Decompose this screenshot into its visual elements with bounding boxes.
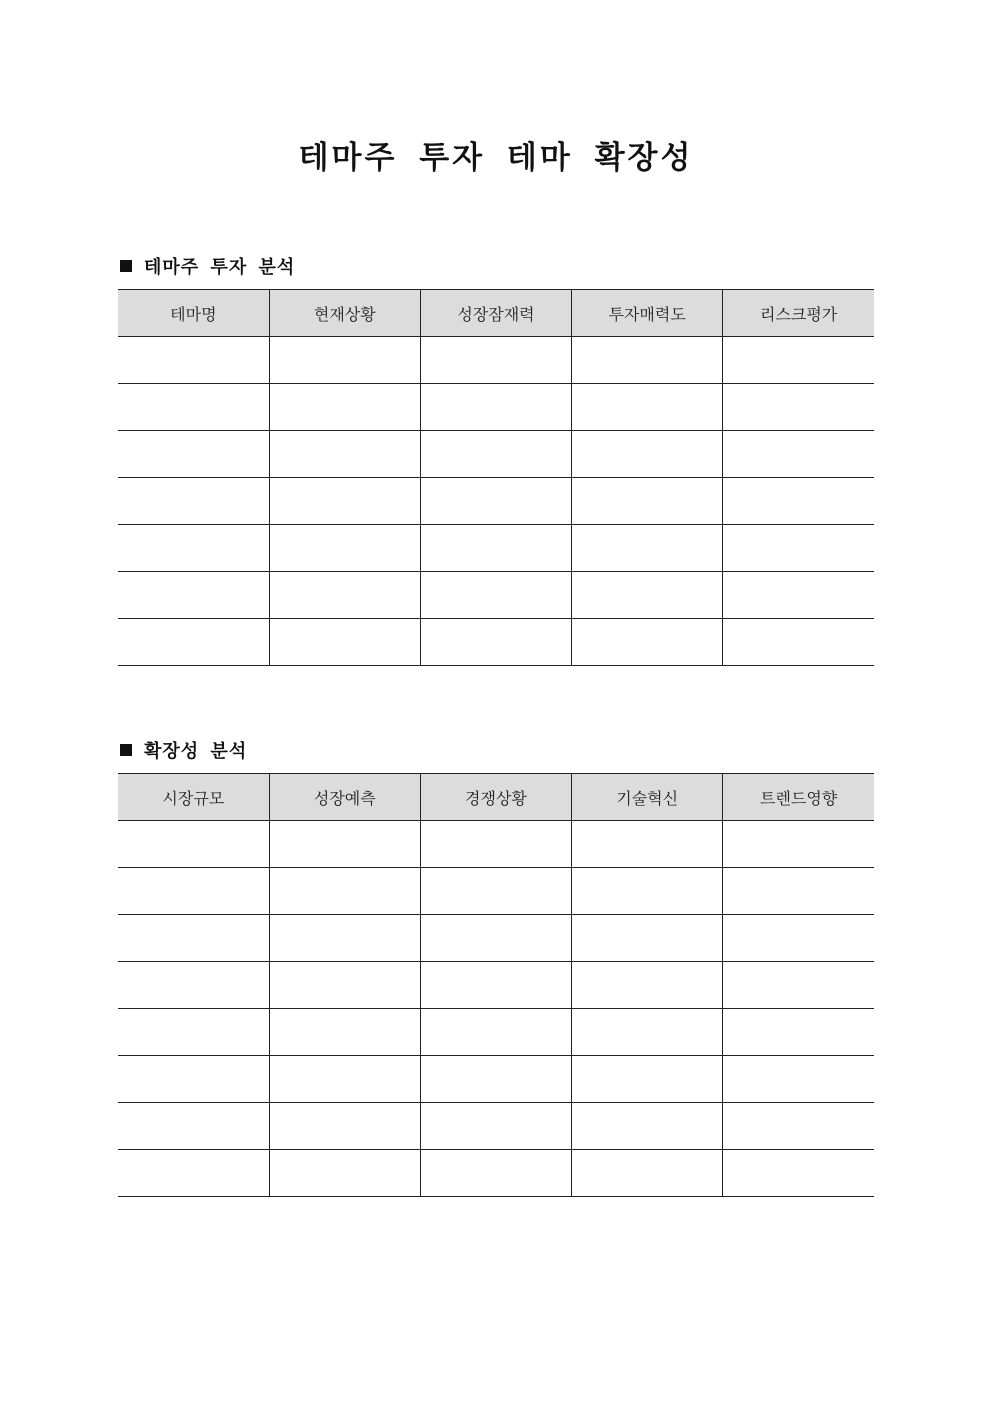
empty-cell[interactable] (572, 821, 723, 868)
empty-cell[interactable] (723, 572, 874, 619)
square-bullet-icon (120, 744, 132, 756)
column-header: 트렌드영향 (723, 774, 874, 821)
empty-cell[interactable] (723, 431, 874, 478)
empty-cell[interactable] (269, 915, 420, 962)
table-row (118, 821, 874, 868)
empty-cell[interactable] (572, 915, 723, 962)
empty-cell[interactable] (723, 962, 874, 1009)
empty-cell[interactable] (420, 619, 571, 666)
empty-cell[interactable] (420, 1150, 571, 1197)
empty-cell[interactable] (420, 915, 571, 962)
empty-cell[interactable] (420, 384, 571, 431)
empty-cell[interactable] (723, 915, 874, 962)
empty-cell[interactable] (118, 962, 269, 1009)
empty-cell[interactable] (572, 1009, 723, 1056)
table-row (118, 337, 874, 384)
table-header-row (118, 290, 874, 337)
empty-cell[interactable] (420, 868, 571, 915)
empty-cell[interactable] (723, 1056, 874, 1103)
table-row (118, 1009, 874, 1056)
empty-cell[interactable] (269, 962, 420, 1009)
section-heading-scalability-analysis (120, 737, 247, 763)
table-row (118, 962, 874, 1009)
empty-cell[interactable] (118, 431, 269, 478)
empty-cell[interactable] (723, 525, 874, 572)
column-header: 현재상황 (269, 290, 420, 337)
theme-analysis-body (118, 337, 874, 666)
empty-cell[interactable] (572, 868, 723, 915)
empty-cell[interactable] (269, 1009, 420, 1056)
empty-cell[interactable] (269, 1150, 420, 1197)
table-row (118, 915, 874, 962)
empty-cell[interactable] (118, 1103, 269, 1150)
empty-cell[interactable] (269, 337, 420, 384)
empty-cell[interactable] (572, 431, 723, 478)
section-heading-label: 확장성 분석 (144, 741, 248, 762)
table-row (118, 478, 874, 525)
square-bullet-icon (120, 260, 132, 272)
empty-cell[interactable] (118, 572, 269, 619)
empty-cell[interactable] (269, 1056, 420, 1103)
table-row (118, 619, 874, 666)
empty-cell[interactable] (723, 478, 874, 525)
column-header: 투자매력도 (572, 290, 723, 337)
empty-cell[interactable] (269, 619, 420, 666)
section-heading-label: 테마주 투자 분석 (144, 257, 296, 278)
empty-cell[interactable] (118, 384, 269, 431)
empty-cell[interactable] (723, 384, 874, 431)
scalability-analysis-body (118, 821, 874, 1197)
empty-cell[interactable] (723, 1009, 874, 1056)
empty-cell[interactable] (269, 572, 420, 619)
empty-cell[interactable] (420, 962, 571, 1009)
empty-cell[interactable] (420, 1056, 571, 1103)
empty-cell[interactable] (723, 821, 874, 868)
empty-cell[interactable] (118, 1150, 269, 1197)
table-row (118, 1150, 874, 1197)
empty-cell[interactable] (420, 1103, 571, 1150)
empty-cell[interactable] (269, 478, 420, 525)
empty-cell[interactable] (572, 337, 723, 384)
empty-cell[interactable] (420, 337, 571, 384)
table-header-row (118, 774, 874, 821)
table-row (118, 525, 874, 572)
column-header: 성장예측 (269, 774, 420, 821)
empty-cell[interactable] (420, 1009, 571, 1056)
scalability-analysis-table (118, 773, 874, 1197)
empty-cell[interactable] (118, 868, 269, 915)
empty-cell[interactable] (118, 478, 269, 525)
table-row (118, 868, 874, 915)
empty-cell[interactable] (118, 821, 269, 868)
table-row (118, 1103, 874, 1150)
empty-cell[interactable] (572, 619, 723, 666)
empty-cell[interactable] (572, 1103, 723, 1150)
empty-cell[interactable] (723, 1103, 874, 1150)
empty-cell[interactable] (572, 1150, 723, 1197)
empty-cell[interactable] (269, 1103, 420, 1150)
column-header: 테마명 (118, 290, 269, 337)
empty-cell[interactable] (118, 619, 269, 666)
empty-cell[interactable] (420, 525, 571, 572)
column-header: 경쟁상황 (420, 774, 571, 821)
empty-cell[interactable] (118, 337, 269, 384)
empty-cell[interactable] (269, 525, 420, 572)
theme-analysis-table (118, 289, 874, 666)
empty-cell[interactable] (118, 1009, 269, 1056)
empty-cell[interactable] (118, 1056, 269, 1103)
empty-cell[interactable] (723, 868, 874, 915)
empty-cell[interactable] (572, 384, 723, 431)
table-row (118, 572, 874, 619)
empty-cell[interactable] (420, 478, 571, 525)
page-title: 테마주 투자 테마 확장성 (298, 140, 694, 176)
empty-cell[interactable] (118, 915, 269, 962)
empty-cell[interactable] (269, 384, 420, 431)
empty-cell[interactable] (420, 821, 571, 868)
empty-cell[interactable] (723, 1150, 874, 1197)
empty-cell[interactable] (572, 572, 723, 619)
empty-cell[interactable] (269, 431, 420, 478)
empty-cell[interactable] (572, 525, 723, 572)
table-row (118, 1056, 874, 1103)
empty-cell[interactable] (572, 1056, 723, 1103)
column-header: 시장규모 (118, 774, 269, 821)
table-row (118, 384, 874, 431)
empty-cell[interactable] (420, 572, 571, 619)
column-header: 기술혁신 (572, 774, 723, 821)
column-header: 성장잠재력 (420, 290, 571, 337)
table-row (118, 431, 874, 478)
empty-cell[interactable] (572, 478, 723, 525)
empty-cell[interactable] (118, 525, 269, 572)
empty-cell[interactable] (269, 868, 420, 915)
empty-cell[interactable] (269, 821, 420, 868)
empty-cell[interactable] (572, 962, 723, 1009)
empty-cell[interactable] (723, 337, 874, 384)
section-heading-theme-analysis (120, 253, 295, 279)
empty-cell[interactable] (420, 431, 571, 478)
column-header: 리스크평가 (723, 290, 874, 337)
empty-cell[interactable] (723, 619, 874, 666)
